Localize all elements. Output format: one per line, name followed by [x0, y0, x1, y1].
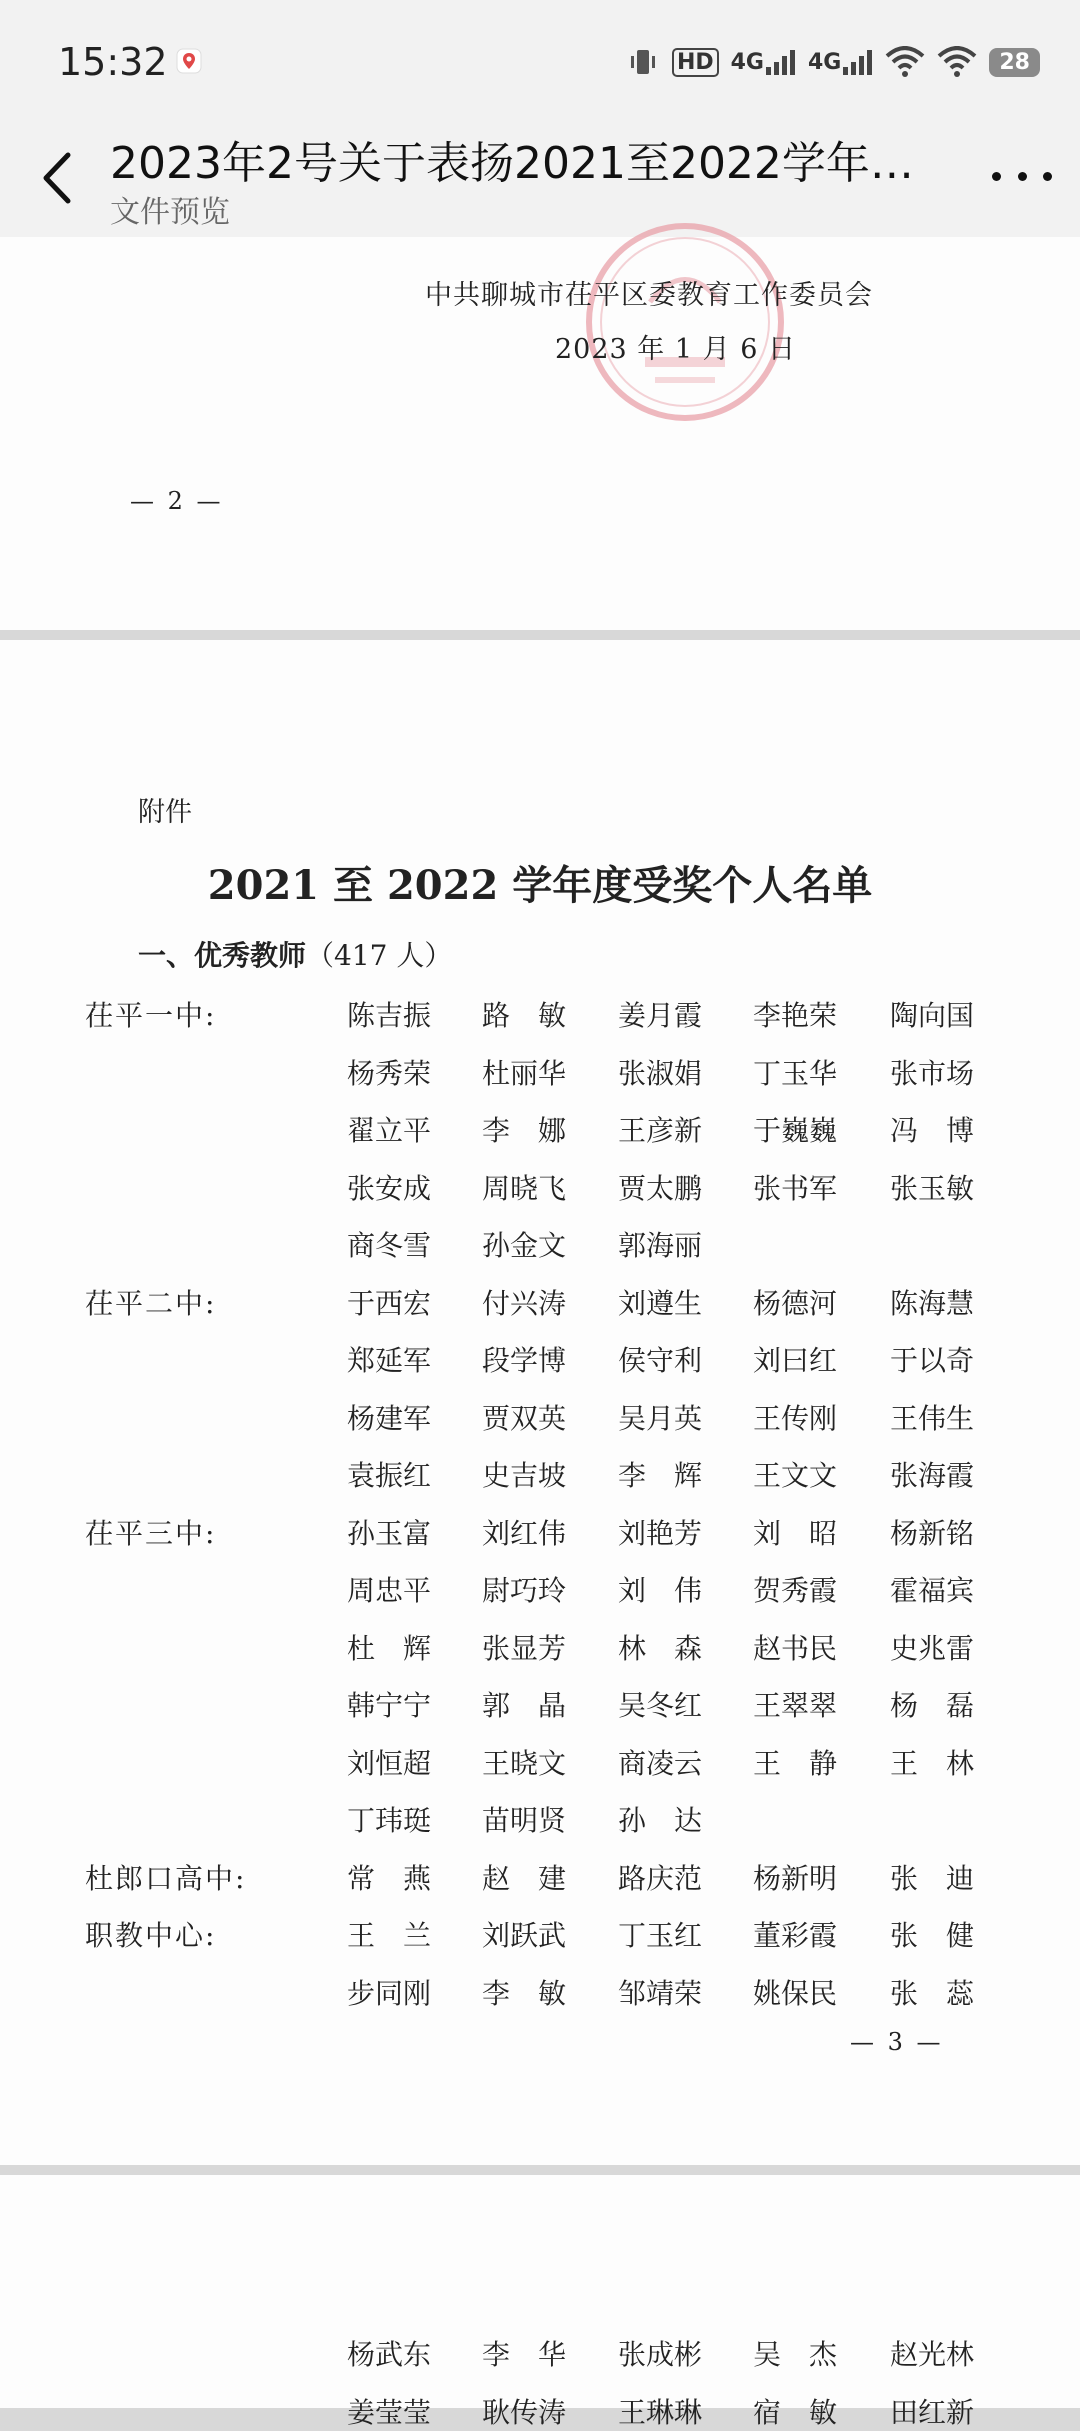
teacher-name: 姜莹莹 — [347, 2395, 432, 2429]
school-name: 茌平一中: — [85, 999, 217, 1032]
teacher-name: 王 兰 — [347, 1919, 432, 1952]
teacher-name: 吴 杰 — [753, 2338, 838, 2371]
teacher-name: 王文文 — [753, 1459, 838, 1492]
teacher-name: 吴冬红 — [618, 1689, 703, 1722]
teacher-name: 刘 伟 — [618, 1574, 703, 1607]
teacher-name: 刘艳芳 — [618, 1516, 703, 1550]
teacher-name: 杜 辉 — [347, 1631, 432, 1665]
teacher-name: 耿传涛 — [482, 2395, 567, 2429]
teacher-name: 吴月英 — [618, 1401, 703, 1435]
official-seal-icon — [575, 217, 795, 427]
teacher-name: 刘遵生 — [618, 1286, 703, 1320]
vibrate-icon — [626, 45, 660, 79]
teacher-name: 张 健 — [890, 1919, 975, 1952]
teacher-name: 张显芳 — [482, 1631, 567, 1665]
location-notification-icon — [176, 48, 202, 74]
issuing-organization: 中共聊城市茌平区委教育工作委员会 — [425, 280, 873, 311]
school-name: 茌平二中: — [85, 1286, 217, 1320]
teacher-name: 王翠翠 — [753, 1689, 838, 1722]
document-title: 2023年2号关于表扬2021至2022学年… — [110, 138, 914, 189]
teacher-name: 路 敏 — [482, 999, 567, 1032]
teacher-name: 翟立平 — [347, 1114, 432, 1147]
status-bar — [0, 0, 1080, 125]
teacher-name: 李艳荣 — [753, 999, 838, 1032]
teacher-name: 李 辉 — [618, 1459, 703, 1492]
teacher-name: 丁玉华 — [753, 1056, 838, 1090]
teacher-name: 郑延军 — [347, 1344, 432, 1377]
teacher-name: 贾双英 — [482, 1401, 567, 1435]
teacher-name: 孙 达 — [618, 1804, 703, 1837]
teacher-name: 赵 建 — [482, 1861, 567, 1895]
teacher-name: 陈海慧 — [890, 1286, 975, 1320]
teacher-name: 史吉坡 — [482, 1459, 567, 1492]
document-page-4[interactable] — [0, 2175, 1080, 2429]
document-page-2[interactable] — [0, 237, 1080, 630]
title-bar — [0, 125, 1080, 237]
teacher-name: 孙玉富 — [347, 1516, 432, 1550]
teacher-name: 于以奇 — [890, 1344, 975, 1377]
teacher-name: 张 蕊 — [890, 1976, 975, 2010]
teacher-name: 于巍巍 — [753, 1114, 838, 1147]
teacher-name: 陈吉振 — [347, 999, 432, 1032]
teacher-name: 董彩霞 — [753, 1919, 838, 1952]
back-arrow-icon[interactable] — [28, 143, 84, 213]
teacher-name: 于西宏 — [347, 1286, 432, 1320]
teacher-name: 王晓文 — [482, 1746, 567, 1780]
teacher-name: 宿 敏 — [753, 2395, 838, 2429]
teacher-name: 张淑娟 — [618, 1056, 703, 1090]
attachment-label: 附件 — [138, 797, 192, 828]
teacher-name: 郭海丽 — [618, 1229, 703, 1262]
teacher-name: 刘红伟 — [482, 1516, 567, 1550]
teacher-name: 杨武东 — [347, 2338, 432, 2371]
teacher-name: 杨新铭 — [890, 1516, 975, 1550]
list-title: 2021 至 2022 学年度受奖个人名单 — [207, 862, 873, 909]
status-icons — [626, 40, 1040, 84]
teacher-name: 田红新 — [890, 2395, 975, 2429]
teacher-name: 张成彬 — [618, 2338, 703, 2371]
school-name: 杜郎口高中: — [85, 1861, 247, 1895]
teacher-name: 刘恒超 — [347, 1746, 432, 1780]
teacher-name: 刘 昭 — [753, 1516, 838, 1550]
teacher-name: 路庆范 — [618, 1861, 703, 1895]
hd-icon: HD — [672, 48, 719, 77]
file-preview-label: 文件预览 — [110, 195, 230, 230]
signal-4g-icon: 4G — [731, 49, 796, 75]
teacher-name: 周忠平 — [347, 1574, 432, 1607]
teacher-name: 贾太鹏 — [618, 1171, 703, 1205]
teacher-name: 陶向国 — [890, 999, 975, 1032]
teacher-name: 步同刚 — [347, 1976, 432, 2010]
teacher-name: 李 敏 — [482, 1976, 567, 2010]
teacher-name: 尉巧玲 — [482, 1574, 567, 1607]
teacher-name: 王琳琳 — [618, 2395, 703, 2429]
teacher-name: 杨德河 — [753, 1286, 838, 1320]
page-number: — 3 — — [850, 2028, 944, 2056]
teacher-name: 贺秀霞 — [753, 1574, 838, 1607]
teacher-name: 史兆雷 — [890, 1631, 975, 1665]
teacher-name: 孙金文 — [482, 1229, 567, 1262]
page-number: — 2 — — [130, 487, 224, 515]
teacher-name: 姜月霞 — [618, 999, 703, 1032]
teacher-name: 刘跃武 — [482, 1919, 567, 1952]
teacher-name: 杨秀荣 — [347, 1056, 432, 1090]
teacher-name: 杨建军 — [347, 1401, 432, 1435]
teacher-name: 张市场 — [890, 1056, 975, 1090]
teacher-name: 姚保民 — [753, 1976, 838, 2010]
teacher-name: 杨新明 — [753, 1861, 838, 1895]
teacher-name: 张安成 — [347, 1171, 432, 1205]
issue-date: 2023 年 1 月 6 日 — [555, 334, 796, 365]
teacher-name: 袁振红 — [347, 1459, 432, 1492]
teacher-name: 张 迪 — [890, 1861, 975, 1895]
teacher-name: 李 华 — [482, 2338, 567, 2371]
teacher-name: 张海霞 — [890, 1459, 975, 1492]
teacher-name: 商凌云 — [618, 1746, 703, 1780]
teacher-name: 韩宁宁 — [347, 1689, 432, 1722]
teacher-name: 丁玉红 — [618, 1919, 703, 1952]
teacher-name: 王 林 — [890, 1746, 975, 1780]
more-options-icon[interactable] — [992, 151, 1052, 201]
teacher-name: 付兴涛 — [482, 1286, 567, 1320]
section-heading: 一、优秀教师（417 人） — [138, 939, 453, 972]
signal-4g-icon: 4G — [808, 49, 873, 75]
teacher-name: 王彦新 — [618, 1114, 703, 1147]
teacher-name: 赵光林 — [890, 2338, 975, 2371]
battery-indicator: 28 — [989, 48, 1040, 77]
teacher-name: 苗明贤 — [482, 1804, 567, 1837]
teacher-name: 张书军 — [753, 1171, 838, 1205]
teacher-name: 冯 博 — [890, 1114, 975, 1147]
teacher-name: 常 燕 — [347, 1861, 432, 1895]
teacher-name: 王 静 — [753, 1746, 838, 1780]
teacher-name: 杨 磊 — [890, 1689, 975, 1722]
teacher-name: 周晓飞 — [482, 1171, 567, 1205]
teacher-name: 郭 晶 — [482, 1689, 567, 1722]
teacher-name: 刘曰红 — [753, 1344, 838, 1377]
teacher-name: 杜丽华 — [482, 1056, 567, 1090]
teacher-name: 李 娜 — [482, 1114, 567, 1147]
teacher-name: 丁玮珽 — [347, 1804, 432, 1837]
teacher-name: 王传刚 — [753, 1401, 838, 1435]
teacher-name: 邹靖荣 — [618, 1976, 703, 2010]
document-page-3[interactable] — [0, 640, 1080, 2165]
school-name: 职教中心: — [85, 1919, 217, 1952]
wifi-icon — [937, 46, 977, 78]
teacher-name: 林 森 — [618, 1631, 703, 1665]
teacher-name: 侯守利 — [618, 1344, 703, 1377]
status-time: 15:32 — [58, 40, 168, 84]
school-name: 茌平三中: — [85, 1516, 217, 1550]
teacher-name: 段学博 — [482, 1344, 567, 1377]
teacher-name: 赵书民 — [753, 1631, 838, 1665]
teacher-name: 王伟生 — [890, 1401, 975, 1435]
teacher-name: 张玉敏 — [890, 1171, 975, 1205]
wifi-icon — [885, 46, 925, 78]
teacher-name: 霍福宾 — [890, 1574, 975, 1607]
teacher-name: 商冬雪 — [347, 1229, 432, 1262]
